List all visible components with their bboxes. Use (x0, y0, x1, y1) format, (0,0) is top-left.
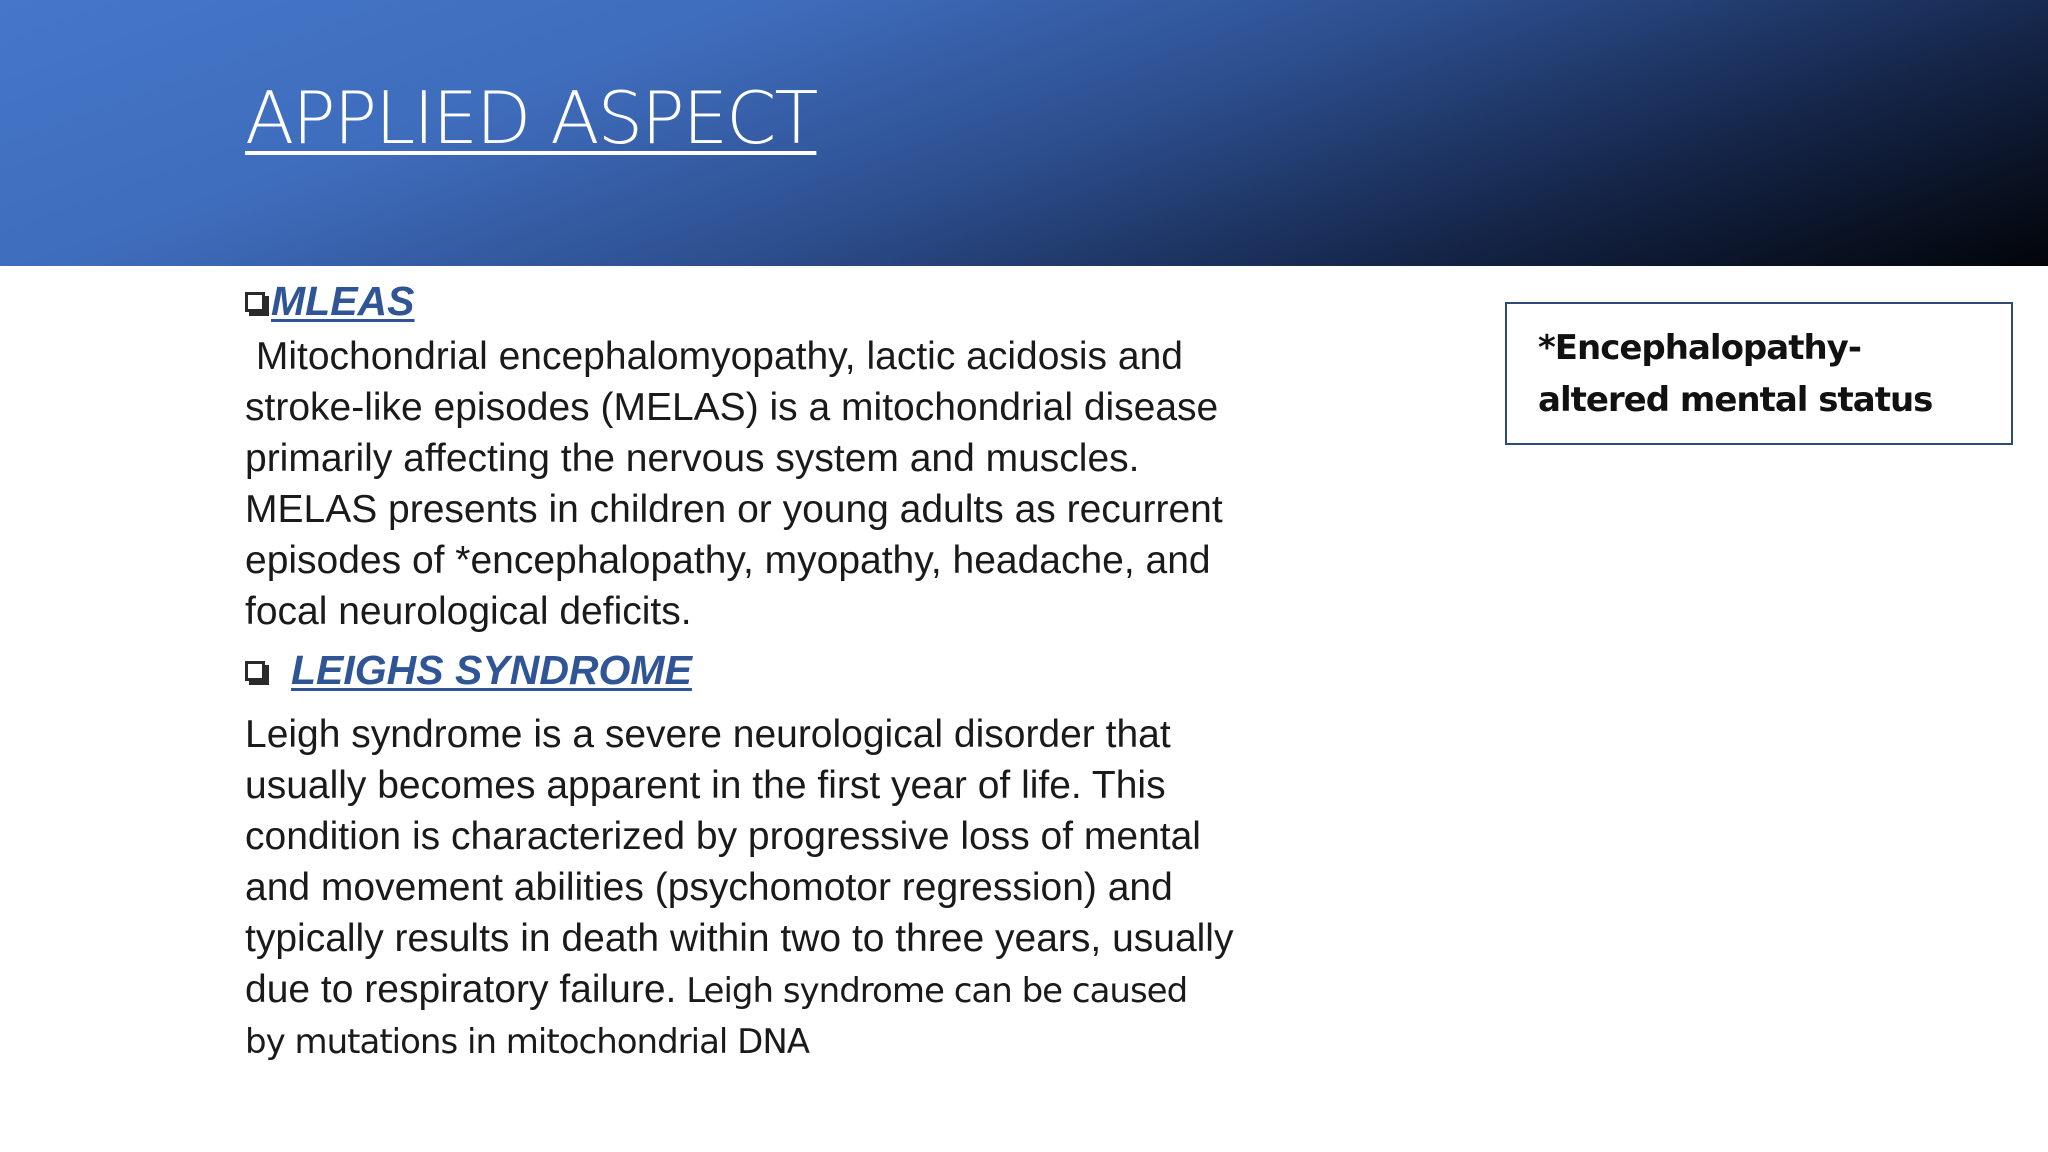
checkbox-icon (245, 661, 265, 681)
paragraph-text: due to respiratory failure. (245, 967, 677, 1011)
section-heading-text: LEIGHS SYNDROME (291, 647, 692, 694)
slide-header-banner (0, 0, 2048, 266)
paragraph-line: focal neurological deficits. (245, 590, 692, 634)
definition-note-text (1538, 322, 2011, 426)
section-heading-text: MLEAS (271, 278, 415, 324)
section-heading-leighs-syndrome (245, 645, 1345, 696)
paragraph-line: Mitochondrial encephalomyopathy, lactic acidosis and (245, 335, 1183, 379)
paragraph-line: and movement abilities (psychomotor regression) and (245, 865, 1173, 909)
slide-title: APPLIED ASPECT (245, 76, 817, 160)
melas-paragraph (245, 331, 1345, 637)
section-heading-melas (245, 276, 1345, 327)
paragraph-line: MELAS presents in children or young adults as recurrent (245, 488, 1223, 532)
definition-note-box (1505, 302, 2013, 445)
paragraph-line: condition is characterized by progressive loss of mental (245, 814, 1201, 858)
note-line: *Encephalopathy- (1538, 328, 1861, 368)
checkbox-icon (245, 292, 265, 312)
paragraph-line-mixed (245, 964, 1345, 1017)
paragraph-line: episodes of *encephalopathy, myopathy, headache, and (245, 539, 1211, 583)
paragraph-line: usually becomes apparent in the first year of life. This (245, 763, 1166, 807)
paragraph-line: typically results in death within two to three years, usually (245, 916, 1234, 960)
note-line: altered mental status (1538, 380, 1933, 420)
slide-content (245, 276, 1345, 1068)
paragraph-small-text: Leigh syndrome can be caused (676, 970, 1188, 1011)
leigh-paragraph (245, 709, 1345, 1068)
paragraph-line: primarily affecting the nervous system and muscles. (245, 437, 1140, 481)
paragraph-line: Leigh syndrome is a severe neurological disorder that (245, 712, 1171, 756)
paragraph-line: stroke-like episodes (MELAS) is a mitochondrial disease (245, 386, 1219, 430)
paragraph-line-small: by mutations in mitochondrial DNA (245, 1021, 810, 1062)
